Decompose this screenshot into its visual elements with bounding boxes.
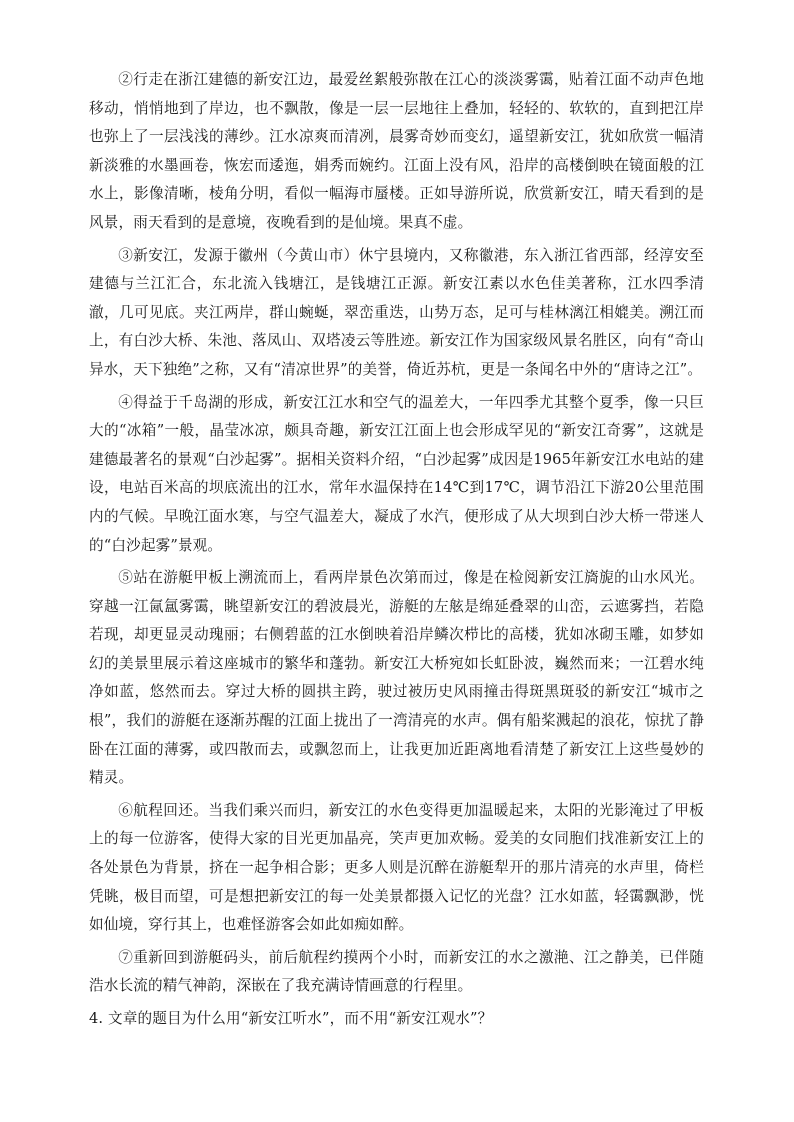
paragraph-6: ⑥航程回还。当我们乘兴而归，新安江的水色变得更加温暖起来，太阳的光影淹过了甲板上的每一位游客，使得大家的目光更加晶亮，笑声更加欢畅。爱美的女同胞们找准新安江上的各处景色为背景，挤在一起争相合影；更多人则是沉醉在游艇犁开的那片清亮的水声里，倚栏凭眺，极目而望，可是想把新安江的每一处美景都摄入记忆的光盘？江水如蓝，轻霭飘渺，恍如仙境，穿行其上，也难怪游客会如此如痴如醉。 (89, 801, 704, 934)
question-4: 4. 文章的题目为什么用“新安江听水”，而不用“新安江观水”？ (89, 1010, 493, 1027)
paragraph-5: ⑤站在游艇甲板上溯流而上，看两岸景色次第而过，像是在检阅新安江旖旎的山水风光。穿越一江氤氲雾霭，眺望新安江的碧波晨光，游艇的左舷是绵延叠翠的山峦，云遮雾挡，若隐若现，却更显灵动瑰丽；右侧碧蓝的江水倒映着沿岸鳞次栉比的高楼，犹如冰砌玉雕，如梦如幻的美景里展示着这座城市的繁华和蓬勃。新安江大桥宛如长虹卧波，巍然而来；一江碧水纯净如蓝，悠然而去。穿过大桥的圆拱主跨，驶过被历史风雨撞击得斑黑斑驳的新安江“城市之根”，我们的游艇在逐渐苏醒的江面上拢出了一湾清亮的水声。偶有船桨溅起的浪花，惊扰了静卧在江面的薄雾，或四散而去，或飘忽而上，让我更加近距离地看清楚了新安江上这些曼妙的精灵。 (89, 569, 704, 787)
paragraph-7: ⑦重新回到游艇码头，前后航程约摸两个小时，而新安江的水之激滟、江之静美，已伴随浩水长流的精气神韵，深嵌在了我充满诗情画意的行程里。 (89, 948, 704, 995)
paragraph-3: ③新安江，发源于徽州（今黄山市）休宁县境内，又称徽港，东入浙江省西部，经淳安至建德与兰江汇合，东北流入钱塘江，是钱塘江正源。新安江素以水色佳美著称，江水四季清澈，几可见底。夹江两岸，群山蜿蜒，翠峦重迭，山势万态，足可与桂林漓江相媲美。溯江而上，有白沙大桥、朱池、落凤山、双塔凌云等胜迹。新安江作为国家级风景名胜区，向有“奇山异水，天下独绝”之称，又有“清凉世界”的美誉，倚近苏杭，更是一条闻名中外的“唐诗之江”。 (89, 246, 704, 378)
paragraph-4: ④得益于千岛湖的形成，新安江江水和空气的温差大，一年四季尤其整个夏季，像一只巨大的“冰箱”一般，晶莹冰凉，颇具奇趣，新安江江面上也会形成罕见的“新安江奇雾”，这就是建德最著名的景观“白沙起雾”。据相关资料介绍，“白沙起雾”成因是1965年新安江水电站的建设，电站百米高的坝底流出的江水，常年水温保持在14℃到17℃，调节沿江下游20公里范围内的气候。早晚江面水寒，与空气温差大，凝成了水汽，便形成了从大坝到白沙大桥一带迷人的“白沙起雾”景观。 (89, 393, 704, 554)
paragraph-2: ②行走在浙江建德的新安江边，最爱丝絮般弥散在江心的淡淡雾霭，贴着江面不动声色地移动，悄悄地到了岸边，也不飘散，像是一层一层地往上叠加，轻轻的、软软的，直到把江岸也弥上了一层浅浅的薄纱。江水凉爽而清冽，晨雾奇妙而变幻，遥望新安江，犹如欣赏一幅清新淡雅的水墨画卷，恢宏而逶迤，娟秀而婉约。江面上没有风，沿岸的高楼倒映在镜面般的江水上，影像清晰，棱角分明，看似一幅海市蜃楼。正如导游所说，欣赏新安江，晴天看到的是风景，雨天看到的是意境，夜晚看到的是仙境。果真不虚。 (89, 71, 704, 231)
article-body (89, 66, 704, 1034)
